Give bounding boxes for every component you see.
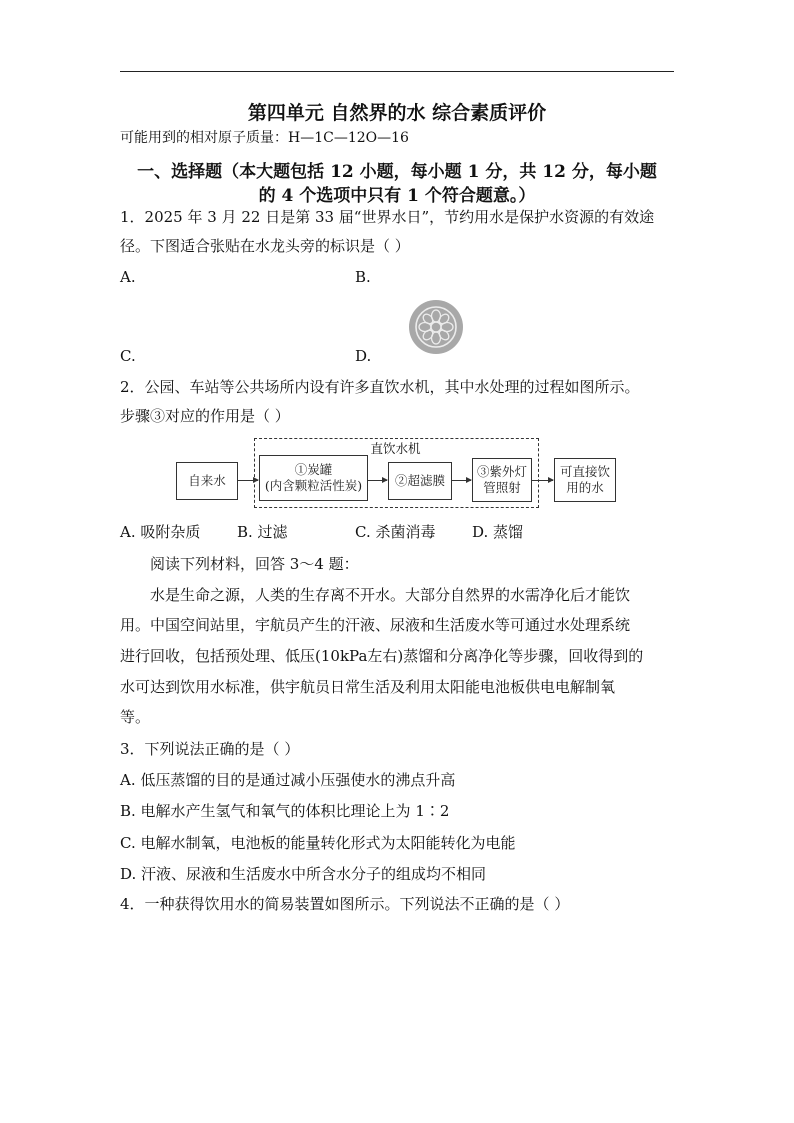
ultrafiltration-box [388, 462, 452, 500]
q3-option-c: C. 电解水制氧，电池板的能量转化形式为太阳能转化为电能 [120, 834, 516, 852]
reading-line-4: 水可达到饮用水标准，供宇航员日常生活及利用太阳能电池板供电电解制氧 [120, 678, 616, 696]
carbon-tank-label: ①炭罐 [294, 462, 333, 477]
reading-line-1: 水是生命之源，人类的生存离不开水。大部分自然界的水需净化后才能饮 [150, 586, 631, 604]
carbon-tank-note: (内含颗粒活性炭) [264, 478, 363, 493]
uv-lamp-note: 管照射 [483, 480, 521, 495]
tap-water-box [176, 462, 238, 500]
carbon-tank-box [259, 455, 368, 501]
q1-option-c: C. [120, 347, 136, 365]
drinkable-water-note: 用的水 [566, 480, 604, 495]
q1-option-a: A. [120, 268, 136, 286]
q2-stem-line2: 步骤③对应的作用是（ ） [120, 407, 290, 425]
q2-option-b: B. 过滤 [237, 523, 288, 541]
q2-stem-line1: 2．公园、车站等公共场所内设有许多直饮水机，其中水处理的过程如图所示。 [120, 378, 640, 396]
reading-intro: 阅读下列材料，回答 3～4 题： [150, 555, 359, 573]
drinkable-water-label: 可直接饮 [559, 464, 610, 479]
reading-line-5: 等。 [120, 708, 151, 726]
section-heading-line1: 一、选择题（本大题包括 12 小题，每小题 1 分，共 12 分，每小题 [137, 162, 657, 182]
flow-arrow-1 [237, 480, 258, 481]
q3-option-b: B. 电解水产生氢气和氧气的体积比理论上为 1∶2 [120, 802, 450, 820]
q3-option-d: D. 汗液、尿液和生活废水中所含水分子的组成均不相同 [120, 865, 487, 883]
reading-line-3: 进行回收，包括预处理、低压(10kPa左右)蒸馏和分离净化等步骤，回收得到的 [120, 647, 644, 665]
page-title: 第四单元 自然界的水 综合素质评价 [247, 102, 547, 124]
q2-option-c: C. 杀菌消毒 [355, 523, 436, 541]
q1-stem-line2: 径。下图适合张贴在水龙头旁的标识是（ ） [120, 237, 410, 255]
ultrafiltration-label: ②超滤膜 [394, 473, 445, 488]
q4-stem: 4．一种获得饮用水的简易装置如图所示。下列说法不正确的是（ ） [120, 895, 570, 913]
flow-arrow-3 [451, 480, 471, 481]
uv-lamp-label: ③紫外灯 [476, 464, 527, 479]
q1-option-d: D. [355, 347, 372, 365]
water-saving-emblem-icon [408, 299, 464, 355]
dispenser-group-label: 直饮水机 [370, 441, 421, 456]
atomic-masses: 可能用到的相对原子质量：H—1C—12O—16 [120, 130, 409, 146]
section-heading-line2: 的 4 个选项中只有 1 个符合题意。） [258, 186, 536, 206]
header-rule [120, 71, 674, 72]
q3-option-a: A. 低压蒸馏的目的是通过减小压强使水的沸点升高 [120, 771, 456, 789]
flow-arrow-4 [531, 480, 553, 481]
reading-line-2: 用。中国空间站里，宇航员产生的汗液、尿液和生活废水等可通过水处理系统 [120, 616, 631, 634]
q1-stem-line1: 1．2025 年 3 月 22 日是第 33 届“世界水日”，节约用水是保护水资源的有效途 [120, 208, 655, 226]
drinkable-water-box [554, 458, 616, 502]
q1-option-b: B. [355, 268, 371, 286]
uv-lamp-box [472, 458, 532, 502]
q2-option-d: D. 蒸馏 [472, 523, 524, 541]
q2-option-a: A. 吸附杂质 [120, 523, 201, 541]
q3-stem: 3．下列说法正确的是（ ） [120, 740, 300, 758]
flow-arrow-2 [367, 480, 387, 481]
tap-water-label: 自来水 [188, 473, 226, 488]
